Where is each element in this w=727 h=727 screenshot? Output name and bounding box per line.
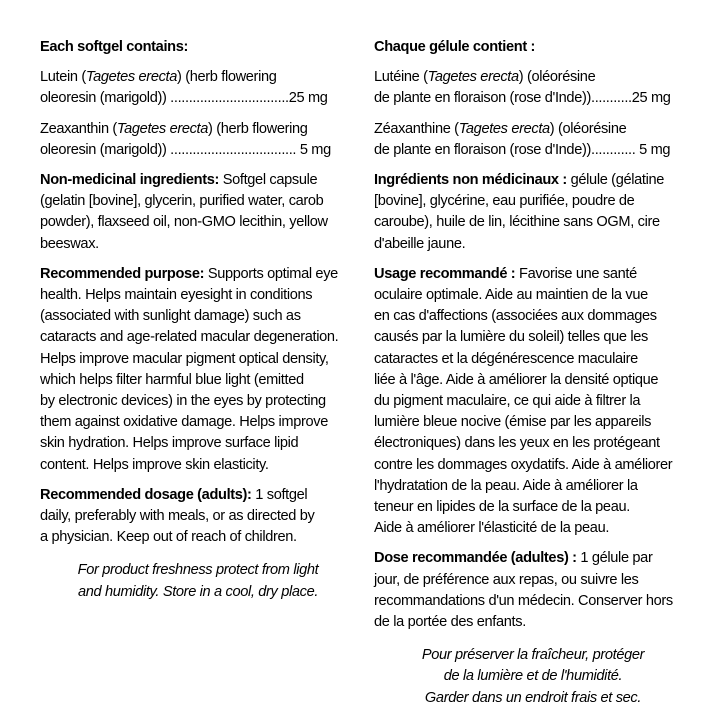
english-dosage-line [40,485,356,506]
french-purpose-line: causés par la lumière du soleil) telles que les [374,329,648,346]
english-dosage-line: a physician. Keep out of reach of children. [40,529,297,546]
english-purpose-line: skin hydration. Helps improve surface lipid [40,435,299,452]
french-heading: Chaque gélule contient : [374,39,536,55]
french-dosage-line: jour, de préférence aux repas, ou suivre les [374,571,639,588]
french-purpose-line: cataractes et la dégénérescence maculaire [374,350,638,367]
english-lutein-line-2: oleoresin (marigold)) ................................25 mg [40,90,328,107]
english-nmi-text: Softgel capsule [219,172,318,189]
french-note-line: Pour préserver la fraîcheur, protéger [421,647,645,664]
french-purpose-line: liée à l'âge. Aide à améliorer la densité optique [374,371,659,388]
english-column [40,37,356,603]
english-purpose-line: which helps filter harmful blue light (emitted [40,371,304,388]
french-column [374,37,692,709]
french-storage-note [374,645,692,709]
english-zeaxanthin-name: Zeaxanthin ( [40,120,117,137]
french-zeaxanthin-entry [374,119,692,161]
french-purpose-line: contre les dommages oxydatifs. Aide à améliorer [374,456,673,473]
french-purpose-section [374,264,692,540]
french-purpose-line: oculaire optimale. Aide au maintien de la vue [374,287,648,304]
french-lutein-name: Lutéine ( [374,69,428,86]
french-purpose-line: lumière bleue nocive (émise par les appareils [374,414,652,431]
english-nmi-line: powder), flaxseed oil, non-GMO lecithin, yellow [40,214,328,231]
french-purpose-line: Aide à améliorer l'élasticité de la peau. [374,520,610,537]
french-purpose-line: l'hydratation de la peau. Aide à améliorer la [374,477,638,494]
english-zeaxanthin-species: Tagetes erecta [116,120,209,137]
english-purpose-line: content. Helps improve skin elasticity. [40,456,269,473]
english-lutein-entry [40,67,356,109]
english-zeaxanthin-line-1 [40,119,356,140]
english-nmi-section [40,170,356,255]
french-note-line: de la lumière et de l'humidité. [443,668,623,685]
french-zeaxanthin-line-2: de plante en floraison (rose d'Inde))............ 5 mg [374,141,671,158]
french-lutein-line-2: de plante en floraison (rose d'Inde))...........25 mg [374,90,671,107]
english-zeaxanthin-entry [40,119,356,161]
french-lutein-line-1 [374,67,692,88]
english-dosage-line: daily, preferably with meals, or as directed by [40,508,315,525]
french-zeaxanthin-line-1 [374,119,692,140]
french-purpose-label: Usage recommandé : [374,265,516,282]
english-note-line: and humidity. Store in a cool, dry place. [77,583,319,600]
french-nmi-line: [bovine], glycérine, eau purifiée, poudre de [374,193,635,210]
english-purpose-label: Recommended purpose: [40,265,205,282]
french-zeaxanthin-name: Zéaxanthine ( [374,120,459,137]
french-nmi-line: caroube), huile de lin, lécithine sans OGM, cire [374,214,660,231]
french-nmi-label: Ingrédients non médicinaux : [374,172,567,189]
french-dosage-label: Dose recommandée (adultes) : [374,550,577,567]
french-purpose-line: électroniques) dans les yeux en les protégeant [374,435,660,452]
french-nmi-line [374,170,692,191]
english-lutein-source: ) (herb flowering [177,69,277,86]
english-nmi-label: Non-medicinal ingredients: [40,172,220,189]
english-zeaxanthin-line-2: oleoresin (marigold)) .................................. 5 mg [40,141,331,158]
english-storage-note [40,560,356,602]
english-dosage-section [40,485,356,549]
french-purpose-line: en cas d'affections (associées aux dommages [374,308,657,325]
english-purpose-line: them against oxidative damage. Helps improve [40,414,328,431]
english-purpose-line: (associated with sunlight damage) such as [40,308,301,325]
french-lutein-entry [374,67,692,109]
english-purpose-section [40,264,356,476]
french-dosage-line: recommandations d'un médecin. Conserver hors [374,592,673,609]
french-note-line: Garder dans un endroit frais et sec. [424,689,642,706]
english-lutein-species: Tagetes erecta [85,69,177,86]
english-lutein-name: Lutein ( [40,69,86,86]
english-note-line: For product freshness protect from light [77,562,319,579]
english-dosage-label: Recommended dosage (adults): [40,486,252,503]
english-purpose-line: Helps improve macular pigment optical density, [40,350,329,367]
english-purpose-line: cataracts and age-related macular degeneration. [40,329,339,346]
french-lutein-species: Tagetes erecta [427,69,519,86]
french-dosage-line: de la portée des enfants. [374,614,526,631]
english-purpose-line: health. Helps maintain eyesight in conditions [40,287,313,304]
english-purpose-line: by electronic devices) in the eyes by protecting [40,393,326,410]
french-nmi-line: d'abeille jaune. [374,235,466,252]
french-dosage-text: 1 gélule par [576,550,653,567]
english-zeaxanthin-source: ) (herb flowering [208,120,308,137]
english-nmi-line [40,170,356,191]
english-dosage-text: 1 softgel [251,486,308,503]
english-heading: Each softgel contains: [40,39,188,55]
english-purpose-text: Supports optimal eye [204,265,338,282]
english-nmi-line: (gelatin [bovine], glycerin, purified water, carob [40,193,324,210]
french-dosage-line [374,548,692,569]
french-zeaxanthin-source: ) (oléorésine [549,120,627,137]
french-zeaxanthin-species: Tagetes erecta [458,120,550,137]
french-purpose-line: teneur en lipides de la surface de la peau. [374,499,630,516]
english-nmi-line: beeswax. [40,235,99,252]
french-dosage-section [374,548,692,633]
french-lutein-source: ) (oléorésine [518,69,596,86]
french-purpose-line: du pigment maculaire, ce qui aide à filtrer la [374,393,641,410]
french-purpose-text: Favorise une santé [515,265,637,282]
english-lutein-line-1 [40,67,356,88]
french-purpose-line [374,264,692,285]
french-nmi-text: gélule (gélatine [566,172,665,189]
english-purpose-line [40,264,356,285]
french-nmi-section [374,170,692,255]
